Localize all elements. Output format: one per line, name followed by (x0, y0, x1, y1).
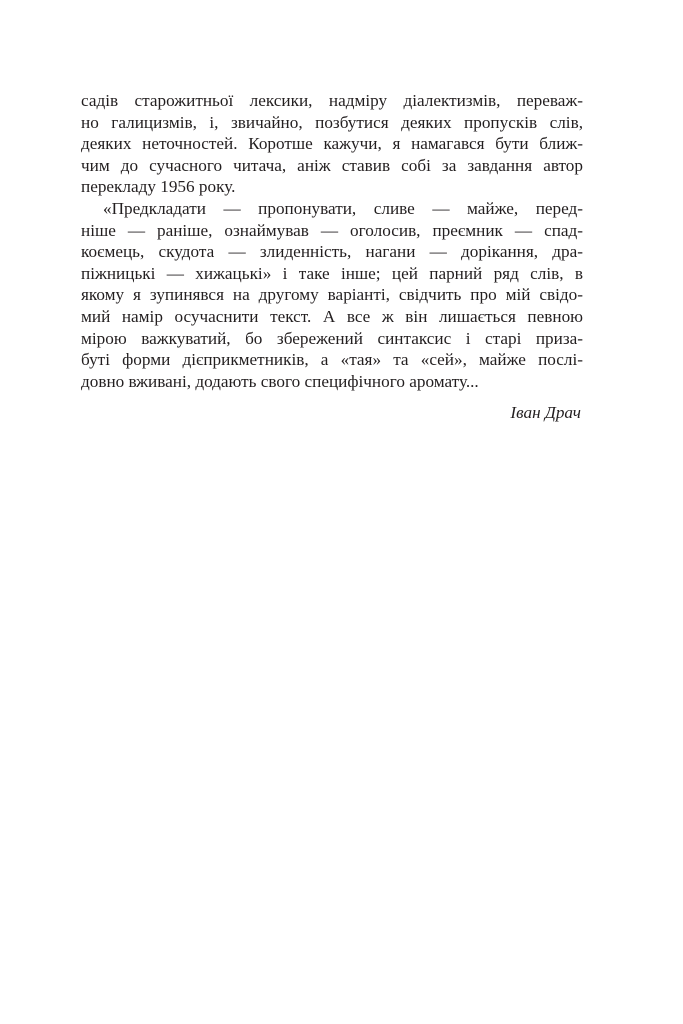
text-line: ніше — раніше, ознаймував — оголосив, преємник — спад- (81, 220, 583, 240)
text-line: буті форми дієприкметників, а «тая» та «сей», майже послі- (81, 350, 583, 370)
text-line: коємець, скудота — злиденність, нагани — дорікання, дра- (81, 242, 583, 262)
paragraph-2 (81, 198, 583, 392)
author-signature: Іван Драч (510, 403, 581, 423)
text-line: чим до сучасного читача, аніж ставив собі за завдання автор (81, 155, 583, 175)
text-line: перекладу 1956 року. (81, 177, 236, 197)
text-line: садів старожитньої лексики, надміру діалектизмів, переваж- (81, 91, 583, 110)
text-line: мий намір осучаснити текст. А все ж він лишається певною (81, 306, 583, 326)
text-line: довно вживані, додають свого специфічного аромату... (81, 371, 479, 391)
text-line: піжницькі — хижацькі» і таке інше; цей парний ряд слів, в (81, 263, 583, 283)
text-line: но галицизмів, і, звичайно, позбутися деяких пропусків слів, (81, 112, 583, 132)
text-line: мірою важкуватий, бо збережений синтаксис і старі приза- (81, 328, 583, 348)
text-line: «Предкладати — пропонувати, сливе — майже, перед- (103, 198, 583, 218)
paragraph-1 (81, 90, 583, 198)
text-line: якому я зупинявся на другому варіанті, свідчить про мій свідо- (81, 285, 583, 305)
page-body (81, 90, 583, 424)
text-line: деяких неточностей. Коротше кажучи, я намагався бути ближ- (81, 134, 583, 154)
